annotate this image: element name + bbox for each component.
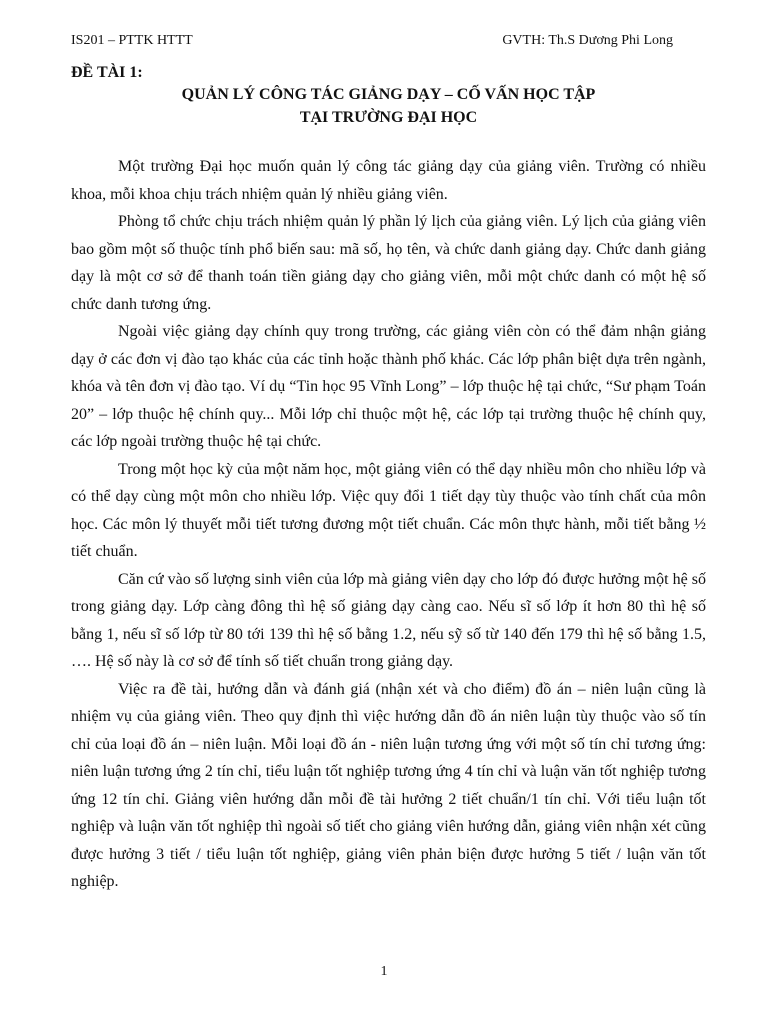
paragraph-2: Phòng tổ chức chịu trách nhiệm quản lý phần lý lịch của giảng viên. Lý lịch của giảng viên bao gồm một số thuộc tính phổ biến sau: mã số, họ tên, và chức danh giảng dạy. Chức danh giảng dạy là một cơ sở để thanh toán tiền giảng dạy cho giảng viên, mỗi một chức danh có một hệ số chức danh tương ứng.	[71, 213, 706, 313]
instructor-name: GVTH: Th.S Dương Phi Long	[502, 33, 673, 48]
page-number: 1	[380, 964, 388, 979]
course-code: IS201 – PTTK HTTT	[71, 33, 193, 48]
topic-title-line-2: TẠI TRƯỜNG ĐẠI HỌC	[299, 109, 478, 126]
paragraph-6: Việc ra đề tài, hướng dẫn và đánh giá (nhận xét và cho điểm) đồ án – niên luận cũng là nhiệm vụ của giảng viên. Theo quy định thì việc hướng dẫn đồ án niên luận tùy thuộc vào số tín chỉ của loại đồ án – niên luận. Mỗi loại đồ án - niên luận tương ứng với một số tín chỉ tương ứng: niên luận tương ứng 2 tín chỉ, tiểu luận tốt nghiệp tương ứng 4 tín chỉ và luận văn tốt nghiệp tương ứng 12 tín chỉ. Giảng viên hướng dẫn mỗi đề tài hưởng 2 tiết chuẩn/1 tín chỉ. Với tiểu luận tốt nghiệp và luận văn tốt nghiệp thì ngoài số tiết cho giảng viên hướng dẫn, giảng viên nhận xét cũng được hưởng 3 tiết / tiểu luận tốt nghiệp, giảng viên phản biện được hưởng 5 tiết / luận văn tốt nghiệp.	[71, 680, 706, 890]
paragraph-5: Căn cứ vào số lượng sinh viên của lớp mà giảng viên dạy cho lớp đó được hưởng một hệ số trong giảng dạy. Lớp càng đông thì hệ số giảng dạy càng cao. Nếu sĩ số lớp ít hơn 80 thì hệ số bằng 1, nếu sĩ số lớp từ 80 tới 139 thì hệ số bằng 1.2, nếu sỹ số từ 140 đến 179 thì hệ số bằng 1.5, …. Hệ số này là cơ sở để tính số tiết chuẩn trong giảng dạy.	[71, 570, 706, 670]
paragraph-1: Một trường Đại học muốn quản lý công tác giảng dạy của giảng viên. Trường có nhiều khoa, mỗi khoa chịu trách nhiệm quản lý nhiều giảng viên.	[71, 158, 706, 203]
topic-title-line-1: QUẢN LÝ CÔNG TÁC GIẢNG DẠY – CỐ VẤN HỌC TẬP	[181, 86, 596, 103]
topic-label: ĐỀ TÀI 1:	[71, 64, 143, 81]
paragraph-4: Trong một học kỳ của một năm học, một giảng viên có thể dạy nhiều môn cho nhiều lớp và có thể dạy cùng một môn cho nhiều lớp. Việc quy đổi 1 tiết dạy tùy thuộc vào tính chất của môn học. Các môn lý thuyết mỗi tiết tương đương một tiết chuẩn. Các môn thực hành, mỗi tiết bằng ½ tiết chuẩn.	[71, 460, 706, 560]
paragraph-3: Ngoài việc giảng dạy chính quy trong trường, các giảng viên còn có thể đảm nhận giảng dạy ở các đơn vị đào tạo khác của các tỉnh hoặc thành phố khác. Các lớp phân biệt dựa trên ngành, khóa và tên đơn vị đào tạo. Ví dụ “Tin học 95 Vĩnh Long” – lớp thuộc hệ tại chức, “Sư phạm Toán 20” – lớp thuộc hệ chính quy... Mỗi lớp chỉ thuộc một hệ, các lớp tại trường thuộc hệ chính quy, các lớp ngoài trường thuộc hệ tại chức.	[71, 323, 706, 450]
topic-heading	[71, 63, 706, 129]
document-body	[71, 153, 706, 896]
page-header	[71, 32, 673, 50]
